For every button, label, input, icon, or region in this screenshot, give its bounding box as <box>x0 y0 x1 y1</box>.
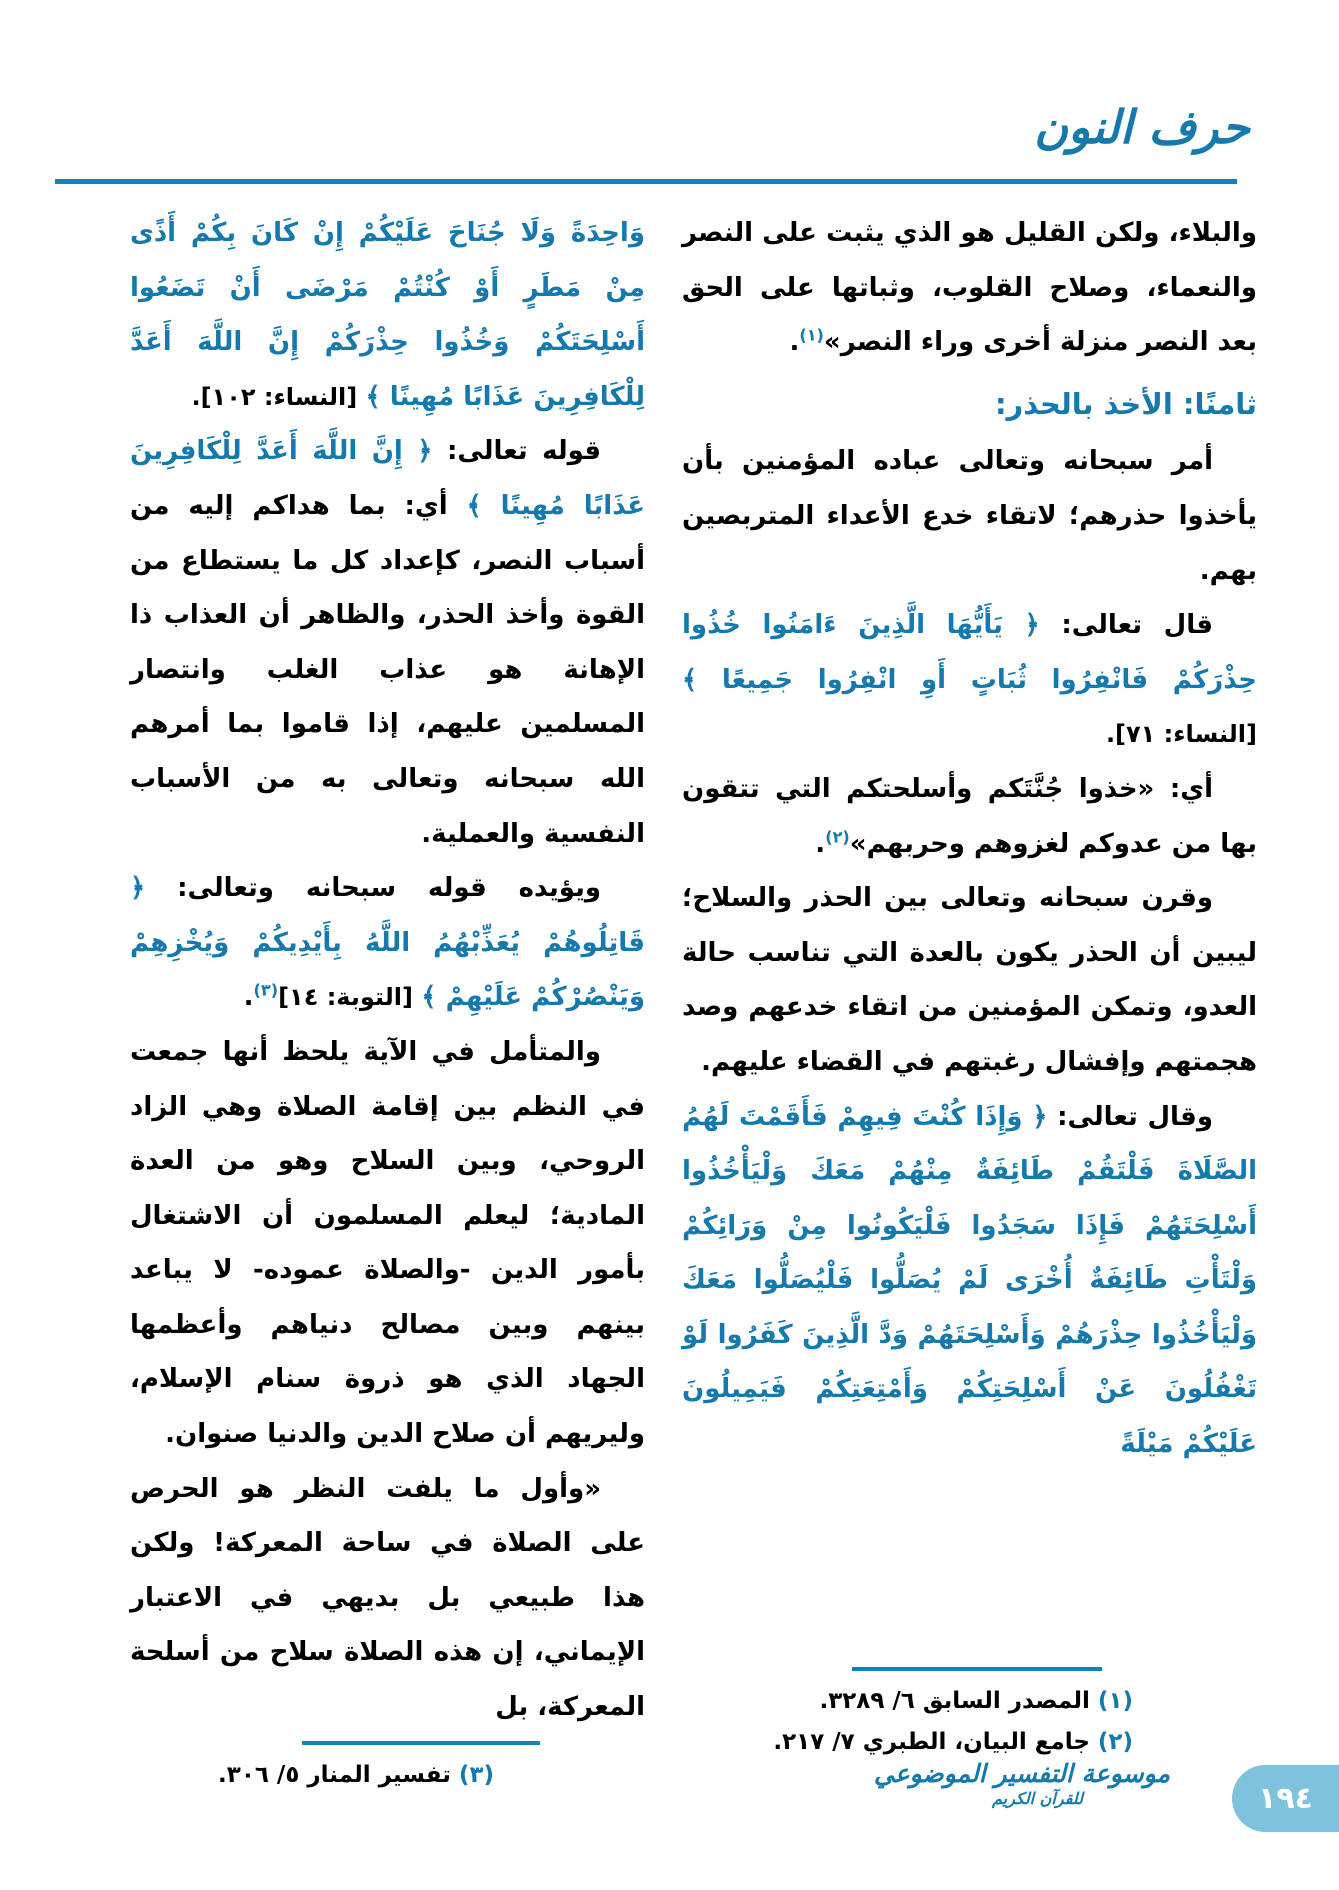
chapter-title: حرف النون <box>1034 100 1250 154</box>
paragraph: والمتأمل في الآية يلحظ أنها جمعت في النظم بين إقامة الصلاة وهي الزاد الروحي، وبين السلاح وهو من العدة المادية؛ ليعلم المسلمون أن الاشتغال بأمور الدين -والصلاة عموده- لا يباعد بينهم وبين مصالح دنياهم وأعظمها الجهاد الذي هو ذروة سنام الإسلام، وليريهم أن صلاح الدين والدنيا صنوان. <box>130 1036 645 1450</box>
quran-verse-tawba-14: ﴿ قَاتِلُوهُمْ يُعَذِّبْهُمُ اللَّهُ بِأَيْدِيكُمْ وَيُخْزِهِمْ وَيَنْصُرْكُمْ عَلَيْهِمْ ﴾ <box>130 873 645 1013</box>
verse-continuation <box>130 206 645 424</box>
verse-reference: [النساء: ١٠٢]. <box>191 382 366 411</box>
page-number: ١٩٤ <box>1258 1780 1313 1816</box>
paragraph: «وأول ما يلفت النظر هو الحرص على الصلاة في ساحة المعركة! ولكن هذا طبيعي بل بديهي في الاعتبار الإيماني، إن هذه الصلاة سلاح من أسلحة المعركة، بل <box>130 1473 645 1723</box>
paragraph-with-verse <box>682 598 1257 762</box>
paragraph-continuation <box>682 206 1257 370</box>
quran-verse-nisa-102-part1: ﴿ وَإِذَا كُنْتَ فِيهِمْ فَأَقَمْتَ لَهُمُ الصَّلَاةَ فَلْتَقُمْ طَائِفَةٌ مِنْهُمْ مَعَكَ وَلْيَأْخُذُوا أَسْلِحَتَهُمْ فَإِذَا سَجَدُوا فَلْيَكُونُوا مِنْ وَرَائِكُمْ وَلْتَأْتِ طَائِفَةٌ أُخْرَى لَمْ يُصَلُّوا فَلْيُصَلُّوا مَعَكَ وَلْيَأْخُذُوا حِذْرَهُمْ وَأَسْلِحَتَهُمْ وَدَّ الَّذِينَ كَفَرُوا لَوْ تَغْفُلُونَ عَنْ أَسْلِحَتِكُمْ وَأَمْتِعَتِكُمْ فَيَمِيلُونَ عَلَيْكُمْ مَيْلَةً <box>682 1101 1257 1460</box>
verse-reference: [التوبة: ١٤] <box>278 983 422 1012</box>
paragraph: وقرن سبحانه وتعالى بين الحذر والسلاح؛ ليبين أن الحذر يكون بالعدة التي تناسب حالة العدو، وتمكن المؤمنين من اتقاء خدعهم وصد هجمتهم وإفشال رغبتهم في القضاء عليهم. <box>682 883 1257 1077</box>
body-text: والبلاء، ولكن القليل هو الذي يثبت على النصر والنعماء، وصلاح القلوب، وثباتها على الحق بعد النصر منزلة أخرى وراء النصر» <box>682 218 1257 358</box>
body-text: . <box>789 327 800 358</box>
section-heading: ثامنًا: الأخذ بالحذر: <box>994 386 1257 421</box>
paragraph: أمر سبحانه وتعالى عباده المؤمنين بأن يأخذوا حذرهم؛ لاتقاء خدع الأعداء المتربصين بهم. <box>682 446 1257 586</box>
footnote-number: (١) <box>1097 1688 1133 1715</box>
body-text: أي: «خذوا جُنَّتَكم وأسلحتكم التي تتقون بها من عدوكم لغزوهم وحربهم» <box>682 773 1257 859</box>
paragraph <box>682 762 1257 871</box>
quran-verse-nisa-71: ﴿ يَأَيُّهَا الَّذِينَ ءَامَنُوا خُذُوا حِذْرَكُمْ فَانْفِرُوا ثُبَاتٍ أَوِ انْفِرُوا جَمِيعًا ﴾ <box>682 610 1257 695</box>
footnote-number: (٢) <box>1097 1729 1133 1756</box>
footnote-separator <box>302 1741 540 1745</box>
footnote-text: تفسير المنار ٥/ ٣٠٦. <box>218 1761 459 1788</box>
footnote-ref-2: (٢) <box>825 826 850 846</box>
right-column <box>682 206 1257 1763</box>
page-number-tab <box>1232 1765 1339 1832</box>
verse-reference: [النساء: ٧١]. <box>1105 720 1257 749</box>
footnote-number: (٣) <box>458 1761 494 1788</box>
footnote-text: جامع البيان، الطبري ٧/ ٢١٧. <box>773 1729 1098 1756</box>
quran-verse-nisa-102-part2: وَاحِدَةً وَلَا جُنَاحَ عَلَيْكُمْ إِنْ كَانَ بِكُمْ أَذًى مِنْ مَطَرٍ أَوْ كُنْتُمْ مَرْضَى أَنْ تَضَعُوا أَسْلِحَتَكُمْ وَخُذُوا حِذْرَكُمْ إِنَّ اللَّهَ أَعَدَّ لِلْكَافِرِينَ عَذَابًا مُهِينًا ﴾ <box>130 218 645 412</box>
body-text: قوله تعالى: <box>432 436 601 467</box>
body-text: وقال تعالى: <box>1047 1101 1213 1132</box>
footnote-ref-3: (٣) <box>253 980 279 1000</box>
header-rule <box>55 179 1237 184</box>
footnotes <box>130 1735 645 1796</box>
quran-quote-repeat: ﴿ إِنَّ اللَّهَ أَعَدَّ لِلْكَافِرِينَ عَذَابًا مُهِينًا ﴾ <box>130 436 645 521</box>
footnote-1 <box>682 1681 1257 1722</box>
footnote-separator <box>852 1667 1102 1671</box>
publisher-logo <box>873 1758 1170 1809</box>
footnotes <box>682 1661 1257 1763</box>
logo-title: موسوعة التفسير الموضوعي <box>873 1759 1170 1788</box>
footnote-ref-1: (١) <box>799 325 824 345</box>
paragraph-with-verse <box>130 424 645 861</box>
paragraph-with-verse <box>130 861 645 1025</box>
body-text: . <box>243 982 254 1013</box>
logo-subtitle: للقرآن الكريم <box>992 1789 1083 1809</box>
body-text: أي: بما هداكم إليه من أسباب النصر، كإعداد كل ما يستطاع من القوة وأخذ الحذر، والظاهر أن العذاب ذا الإهانة هو عذاب الغلب وانتصار المسلمين عليهم، إذا قاموا بما أمرهم الله سبحانه وتعالى به من الأسباب النفسية والعملية. <box>130 490 645 849</box>
left-column <box>130 206 645 1788</box>
body-text: . <box>815 828 826 859</box>
paragraph-with-verse <box>682 1090 1257 1472</box>
body-text: ويؤيده قوله سبحانه وتعالى: <box>145 873 601 904</box>
footnote-text: المصدر السابق ٦/ ٣٢٨٩. <box>819 1688 1098 1715</box>
footnote-2 <box>682 1722 1257 1763</box>
body-text: قال تعالى: <box>1039 610 1214 641</box>
footnote-3 <box>130 1755 645 1796</box>
